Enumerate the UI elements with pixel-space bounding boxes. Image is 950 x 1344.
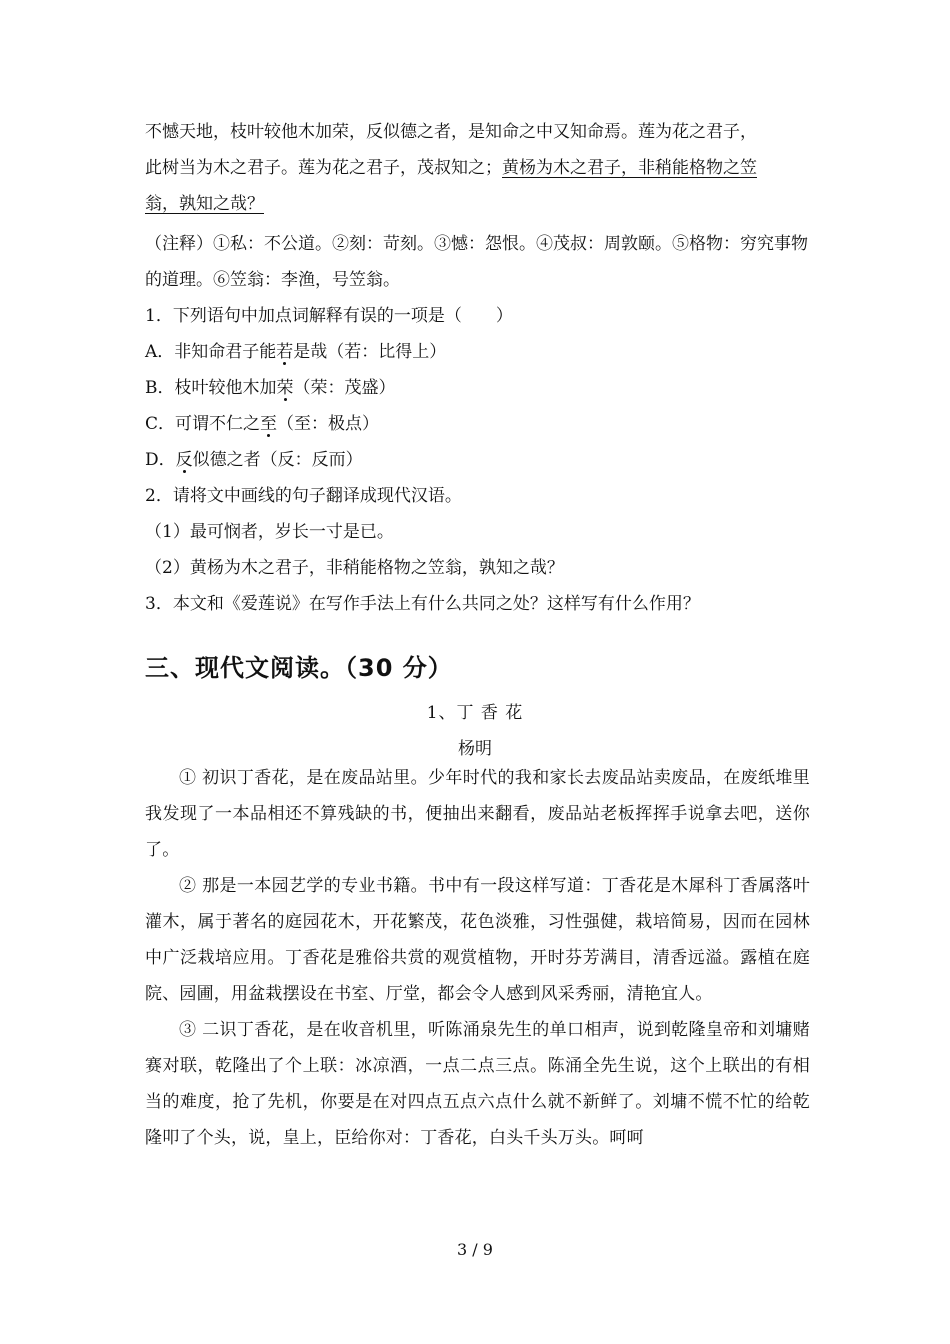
article-author: 杨明 [458,739,492,759]
article-title: 1、丁 香 花 [426,703,524,723]
underlined-sentence-cont: 翁，孰知之哉？ [145,194,264,214]
passage-line: 此树当为木之君子。莲为花之君子，茂叔知之；黄杨为木之君子，非稍能格物之笠 [145,158,757,178]
paragraph-1: ① 初识丁香花，是在废品站里。少年时代的我和家长去废品站卖废品，在废纸堆里我发现了一本品相还不算残缺的书，便抽出来翻看，废品站老板挥挥手说拿去吧，送你了。 [145,768,810,860]
annotations [145,226,810,298]
classical-passage-end [145,114,810,222]
question-3 [145,586,810,622]
question-stem: 3．本文和《爱莲说》在写作手法上有什么共同之处？这样写有什么作用？ [145,594,700,614]
dotted-word: 若 [276,342,294,362]
note-line: 的道理。⑥笠翁：李渔，号笠翁。 [145,270,400,290]
underlined-sentence: 黄杨为木之君子，非稍能格物之笠 [502,158,757,178]
page-number: 3 / 9 [457,1240,493,1259]
section-heading: 三、现代文阅读。（30 分） [145,654,453,682]
option-b: B．枝叶较他木加荣（荣：茂盛） [145,378,396,398]
option-a: A．非知命君子能若是哉（若：比得上） [145,342,447,362]
paragraph-3: ③ 二识丁香花，是在收音机里，听陈涌泉先生的单口相声，说到乾隆皇帝和刘墉赌赛对联，乾隆出了个上联：冰凉酒，一点二点三点。陈涌全先生说，这个上联出的有相当的难度，抢了先机，你要是在对四点五点六点什么就不新鲜了。刘墉不慌不忙的给乾隆叩了个头，说，皇上，臣给你对：丁香花，白头千头万头。呵呵 [145,1020,810,1148]
question-2 [145,478,810,586]
dotted-word: 荣 [276,378,294,398]
question-stem: 2．请将文中画线的句子翻译成现代汉语。 [145,486,462,506]
dotted-word: 反 [175,450,193,470]
question-1 [145,298,810,478]
sub-question: （1）最可悯者，岁长一寸是已。 [145,522,394,542]
question-stem: 1．下列语句中加点词解释有误的一项是（ ） [145,306,513,326]
option-c: C．可谓不仁之至（至：极点） [145,414,380,434]
passage-line: 不憾天地，枝叶较他木加荣，反似德之者，是知命之中又知命焉。莲为花之君子， [145,122,757,142]
dotted-word: 至 [260,414,278,434]
article-body [145,760,810,1156]
paragraph-2: ② 那是一本园艺学的专业书籍。书中有一段这样写道：丁香花是木犀科丁香属落叶灌木，属于著名的庭园花木，开花繁茂，花色淡雅，习性强健，栽培简易，因而在园林中广泛栽培应用。丁香花是雅俗共赏的观赏植物，开时芬芳满目，清香远溢。露植在庭院、园圃，用盆栽摆设在书室、厅堂，都会令人感到风采秀丽，清艳宜人。 [145,876,810,1004]
sub-question: （2）黄杨为木之君子，非稍能格物之笠翁，孰知之哉？ [145,558,564,578]
option-d: D．反似德之者（反：反而） [145,450,363,470]
note-line: （注释）①私：不公道。②刻：苛刻。③憾：怨恨。④茂叔：周敦颐。⑤格物：穷究事物 [145,234,808,254]
